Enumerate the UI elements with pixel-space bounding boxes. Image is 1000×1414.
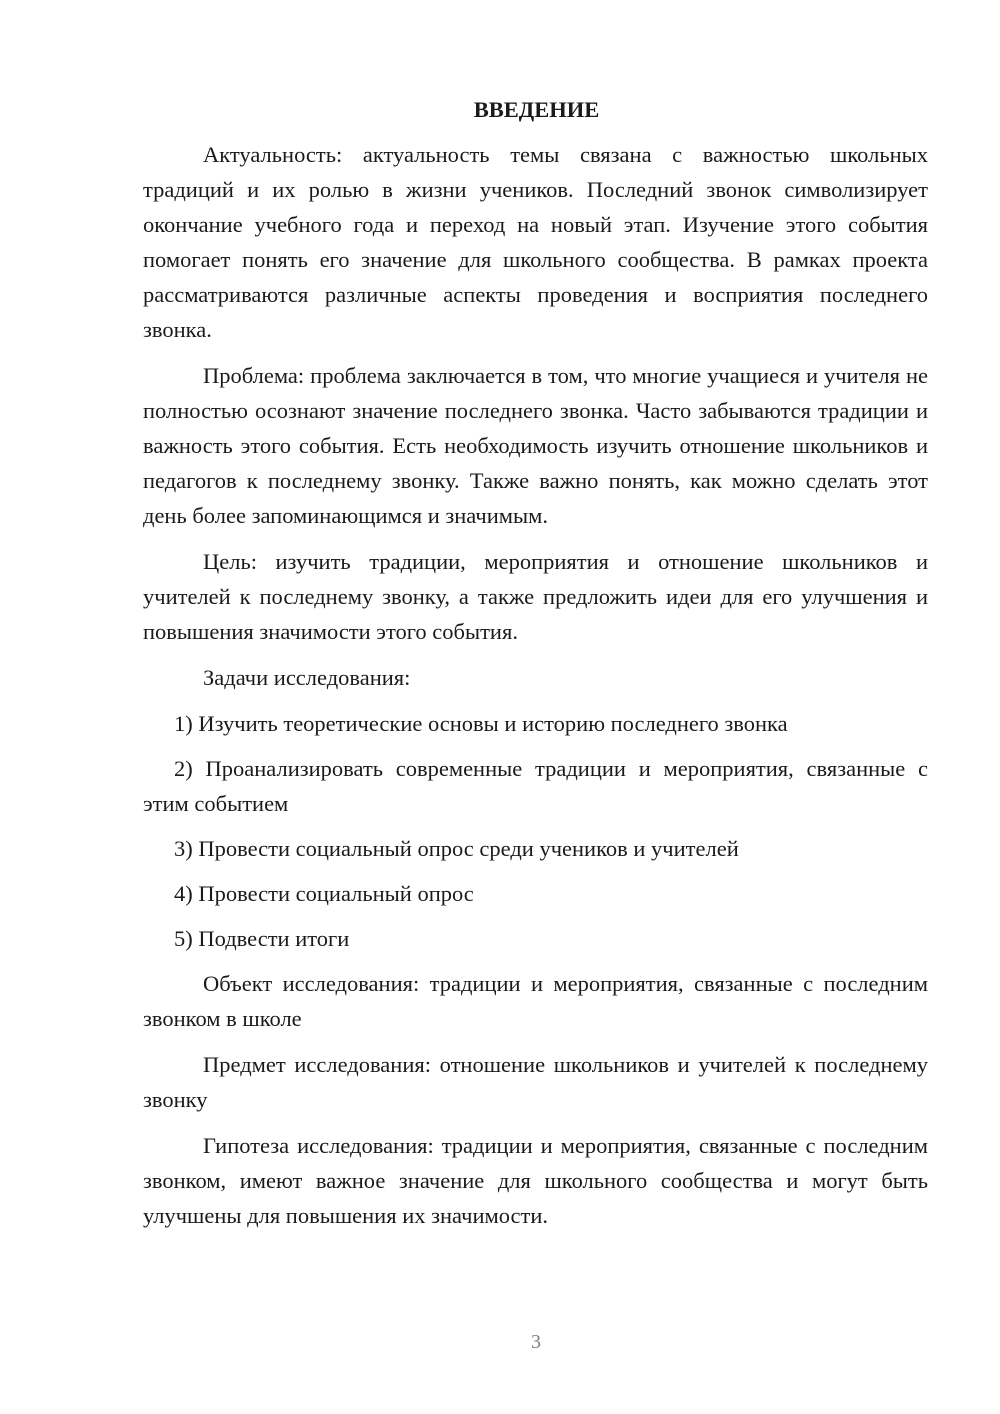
subject-paragraph: Предмет исследования: отношение школьников и учителей к последнему звонку <box>143 1052 928 1112</box>
object-paragraph: Объект исследования: традиции и мероприятия, связанные с последним звонком в школе <box>143 971 928 1031</box>
problem-paragraph: Проблема: проблема заключается в том, что многие учащиеся и учителя не полностью осознают значение последнего звонка. Часто забываются традиции и важность этого события. Есть необходимость изучить отношение школьников и педагогов к последнему звонку. Также важно понять, как можно сделать этот день более запоминающимся и значимым. <box>143 363 928 528</box>
task-item-4: 4) Провести социальный опрос <box>174 881 474 906</box>
task-item-3: 3) Провести социальный опрос среди учеников и учителей <box>174 836 739 861</box>
page-title: ВВЕДЕНИЕ <box>473 97 600 122</box>
hypothesis-paragraph: Гипотеза исследования: традиции и мероприятия, связанные с последним звонком, имеют важное значение для школьного сообщества и могут быть улучшены для повышения их значимости. <box>143 1133 928 1228</box>
tasks-heading: Задачи исследования: <box>203 665 411 690</box>
task-item-5: 5) Подвести итоги <box>174 926 350 951</box>
page-number: 3 <box>531 1331 541 1353</box>
relevance-paragraph: Актуальность: актуальность темы связана с важностью школьных традиций и их ролью в жизни учеников. Последний звонок символизирует окончание учебного года и переход на новый этап. Изучение этого события помогает понять его значение для школьного сообщества. В рамках проекта рассматриваются различные аспекты проведения и восприятия последнего звонка. <box>143 142 928 342</box>
task-item-2: 2) Проанализировать современные традиции и мероприятия, связанные с этим событием <box>143 756 928 816</box>
page-content <box>143 92 928 1244</box>
goal-paragraph: Цель: изучить традиции, мероприятия и отношение школьников и учителей к последнему звонку, а также предложить идеи для его улучшения и повышения значимости этого события. <box>143 549 928 644</box>
task-item-1: 1) Изучить теоретические основы и историю последнего звонка <box>174 711 788 736</box>
